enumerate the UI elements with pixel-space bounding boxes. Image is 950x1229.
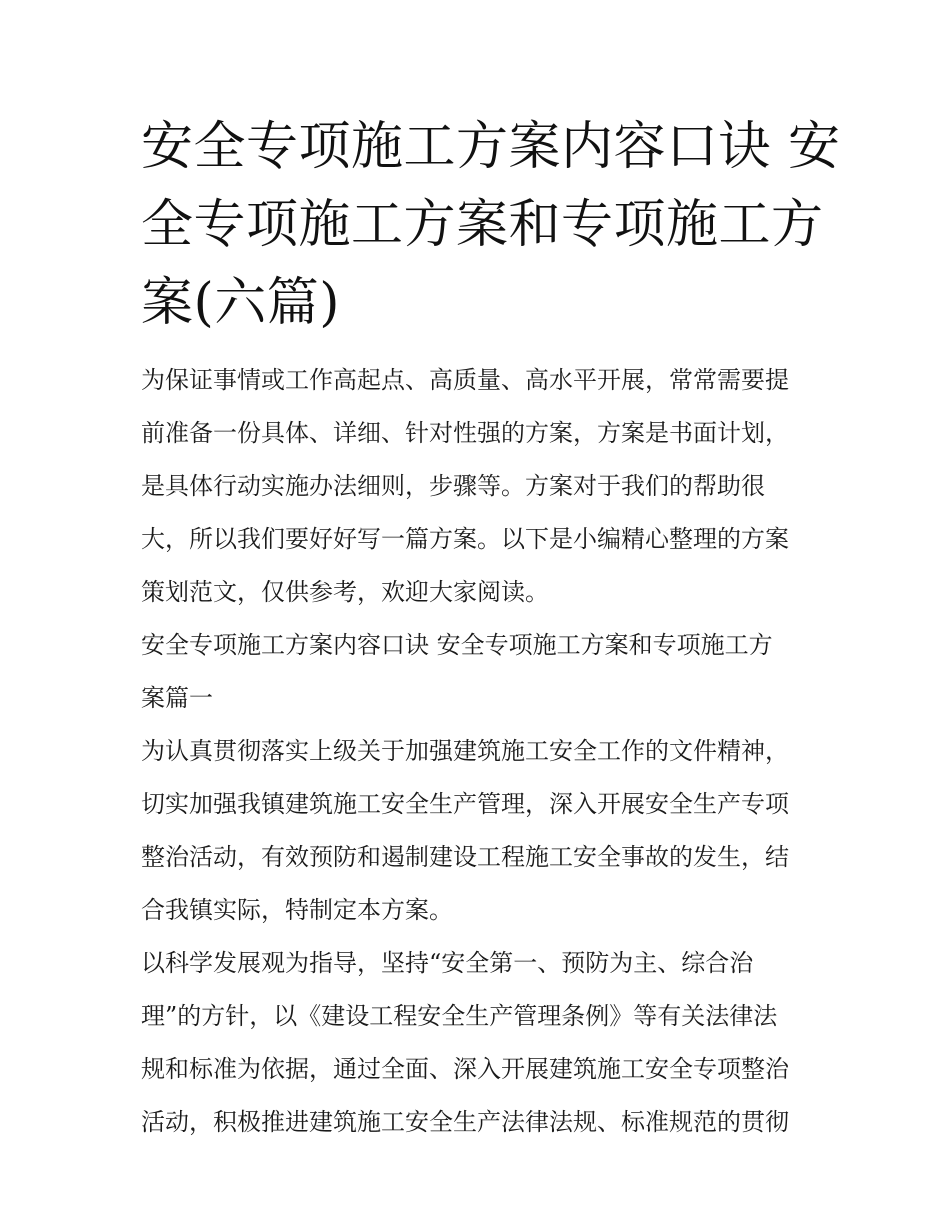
title-line: 案(六篇) xyxy=(141,273,341,333)
text-line: 活动，积极推进建筑施工安全生产法律法规、标准规范的贯彻 xyxy=(141,1108,789,1136)
body-paragraph xyxy=(141,937,813,1149)
text-line: 前准备一份具体、详细、针对性强的方案，方案是书面计划， xyxy=(141,419,789,447)
text-line: 切实加强我镇建筑施工安全生产管理，深入开展安全生产专项 xyxy=(141,790,789,818)
text-line: 规和标准为依据，通过全面、深入开展建筑施工安全专项整治 xyxy=(141,1055,789,1083)
intro-paragraph xyxy=(141,354,813,619)
text-line: 合我镇实际，特制定本方案。 xyxy=(141,896,453,924)
text-line: 是具体行动实施办法细则，步骤等。方案对于我们的帮助很 xyxy=(141,472,765,500)
text-line: 案篇一 xyxy=(141,684,213,712)
section-heading-paragraph xyxy=(141,619,813,725)
document-body xyxy=(141,354,813,1149)
text-line: 以科学发展观为指导，坚持“安全第一、预防为主、综合治 xyxy=(141,949,754,977)
text-line: 安全专项施工方案内容口诀 安全专项施工方案和专项施工方 xyxy=(141,631,773,659)
title-line: 安全专项施工方案内容口诀 安 xyxy=(141,117,841,177)
text-line: 理”的方针，以《建设工程安全生产管理条例》等有关法律法 xyxy=(141,1002,778,1030)
text-line: 大，所以我们要好好写一篇方案。以下是小编精心整理的方案 xyxy=(141,525,789,553)
title-line: 全专项施工方案和专项施工方 xyxy=(141,195,824,255)
text-line: 策划范文，仅供参考，欢迎大家阅读。 xyxy=(141,578,549,606)
text-line: 为认真贯彻落实上级关于加强建筑施工安全工作的文件精神， xyxy=(141,737,789,765)
document-content xyxy=(141,108,841,1149)
text-line: 为保证事情或工作高起点、高质量、高水平开展，常常需要提 xyxy=(141,366,789,394)
document-title xyxy=(141,108,841,342)
text-line: 整治活动，有效预防和遏制建设工程施工安全事故的发生，结 xyxy=(141,843,789,871)
body-paragraph xyxy=(141,725,813,937)
